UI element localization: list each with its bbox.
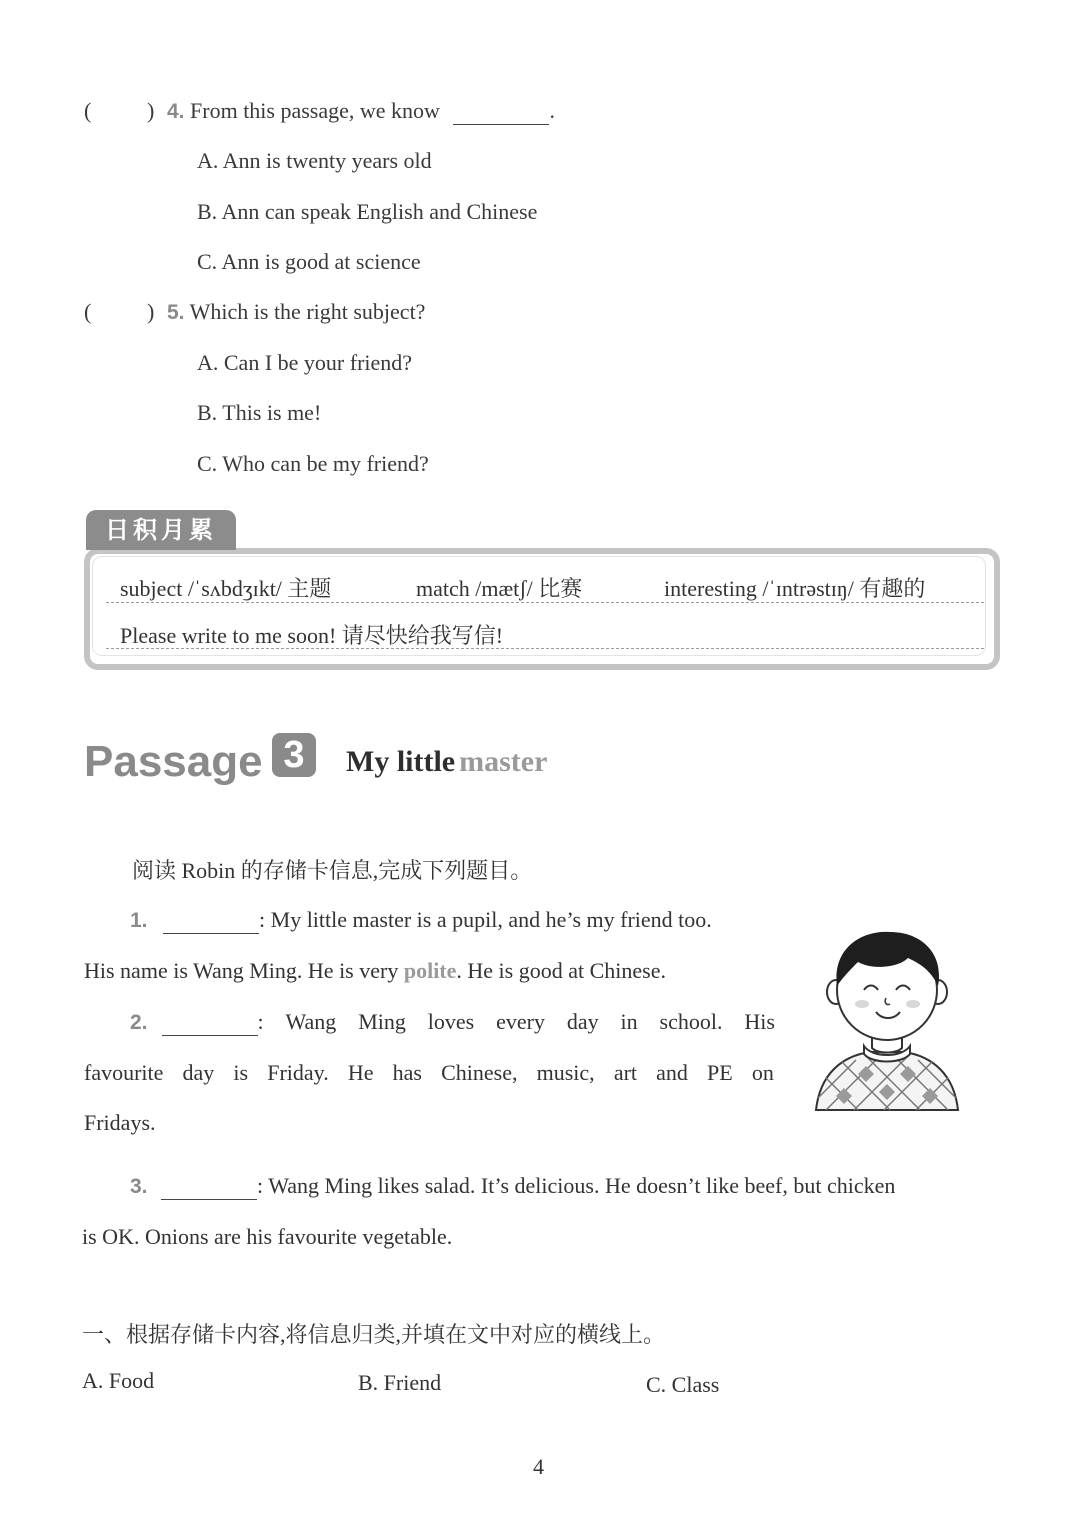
question-stem: Which is the right subject? (189, 299, 426, 324)
choice-class: C. Class (646, 1372, 720, 1397)
question-5-paren-open: ( (84, 299, 92, 324)
item-3-line2: is OK. Onions are his favourite vegetable. (82, 1224, 453, 1249)
item-2-line2: favourite day is Friday. He has Chinese, music, art and PE on (84, 1060, 774, 1085)
boy-illustration (812, 928, 962, 1114)
item-2-line1 (130, 1009, 775, 1036)
choice-food: A. Food (82, 1368, 155, 1393)
vocab-word-match: match /mætʃ/ 比赛 (416, 576, 583, 601)
answer-blank[interactable] (161, 1173, 257, 1200)
question-number: 4. (167, 100, 185, 123)
question-stem: From this passage, we know (190, 98, 440, 123)
head (827, 932, 947, 1040)
vocab-divider (106, 648, 984, 649)
option-4b: B. Ann can speak English and Chinese (197, 199, 538, 224)
passage-label: Passage (84, 737, 263, 786)
highlight-word: polite (403, 958, 457, 983)
vocab-word-interesting: interesting /ˈɪntrəstɪŋ/ 有趣的 (664, 576, 926, 601)
option-4a: A. Ann is twenty years old (197, 148, 432, 173)
answer-blank[interactable] (163, 907, 259, 934)
option-5b: B. This is me! (197, 400, 322, 425)
item-1-line1: 1. : My little master is a pupil, and he’s my friend too. (130, 907, 712, 932)
task-instruction: 一、根据存储卡内容,将信息归类,并填在文中对应的横线上。 (82, 1322, 666, 1347)
item-number: 3. (130, 1175, 148, 1198)
option-5a: A. Can I be your friend? (197, 350, 413, 375)
passage-title-part2: master (459, 745, 548, 778)
vocab-phrase: Please write to me soon! 请尽快给我写信! (120, 623, 504, 648)
item-3-line1: 3. : Wang Ming likes salad. It’s delicious. He doesn’t like beef, but chicken (130, 1173, 896, 1198)
question-number: 5. (167, 301, 185, 324)
passage-number: 3 (272, 733, 316, 777)
item-2-line3: Fridays. (84, 1110, 156, 1135)
question-4-paren-close: ) (147, 98, 155, 123)
vocab-tab: 日积月累 (86, 510, 236, 550)
vocab-word-subject: subject /ˈsʌbdʒɪkt/ 主题 (120, 576, 332, 601)
question-5-paren-close: ) (147, 299, 155, 324)
answer-blank[interactable] (453, 98, 549, 125)
answer-paren-open: ( (84, 98, 92, 123)
option-4c: C. Ann is good at science (197, 249, 421, 274)
vocab-divider (106, 602, 984, 603)
item-number: 1. (130, 909, 148, 932)
question-4-stem: 4. From this passage, we know . (167, 98, 555, 123)
item-number: 2. (130, 1011, 148, 1034)
passage-instruction: 阅读 Robin 的存储卡信息,完成下列题目。 (132, 858, 533, 883)
question-5-stem (167, 299, 425, 325)
choice-friend: B. Friend (358, 1370, 442, 1395)
option-5c: C. Who can be my friend? (197, 451, 429, 476)
answer-blank[interactable] (162, 1009, 258, 1036)
item-1-line2: His name is Wang Ming. He is very polite. He is good at Chinese. (84, 958, 666, 983)
question-4 (84, 98, 91, 124)
passage-title-part1: My little (346, 745, 456, 778)
item-2-line1-text: : Wang Ming loves every day in school. His (257, 1009, 775, 1034)
passage-title (346, 745, 547, 779)
page-number: 4 (533, 1454, 544, 1479)
